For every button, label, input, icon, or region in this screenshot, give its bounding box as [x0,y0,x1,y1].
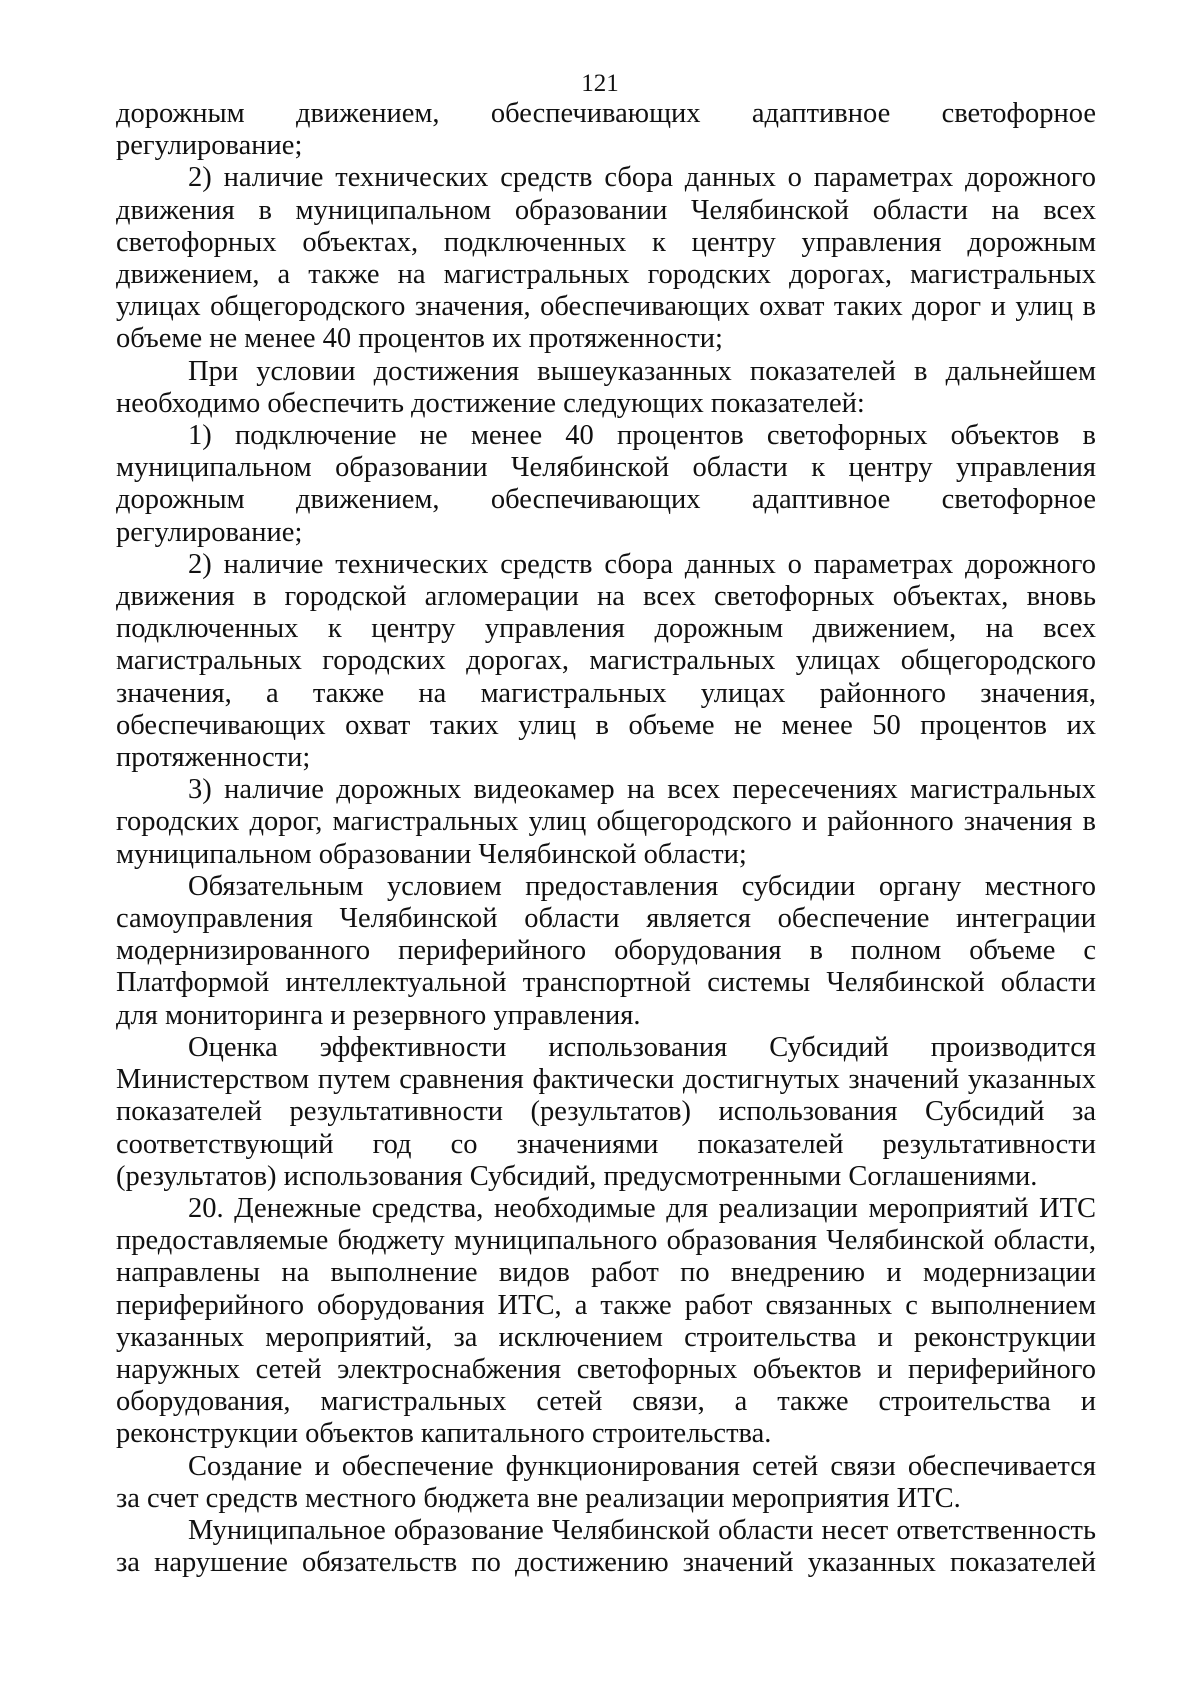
paragraph-6: 3) наличие дорожных видеокамер на всех пересечениях магистральных городских дорог, магистральных улиц общегородского и районного значения в муниципальном образовании Челябинской области; [116,774,1096,870]
paragraph-10: Создание и обеспечение функционирования сетей связи обеспечивается за счет средств местного бюджета вне реализации мероприятия ИТС. [116,1450,1096,1514]
paragraph-3: При условии достижения вышеуказанных показателей в дальнейшем необходимо обеспечить достижение следующих показателей: [116,355,1096,419]
paragraph-2: 2) наличие технических средств сбора данных о параметрах дорожного движения в муниципальном образовании Челябинской области на всех светофорных объектах, подключенных к центру управления дорожным движением, а также на магистральных городских дорогах, магистральных улицах общегородского значения, обеспечивающих охват таких дорог и улиц в объеме не менее 40 процентов их протяженности; [116,162,1096,355]
paragraph-8: Оценка эффективности использования Субсидий производится Министерством путем сравнения фактически достигнутых значений указанных показателей результативности (результатов) использования Субсидий за соответствующий год со значениями показателей результативности (результатов) использования Субсидий, предусмотренными Соглашениями. [116,1031,1096,1192]
paragraph-1: дорожным движением, обеспечивающих адаптивное светофорное регулирование; [116,98,1096,162]
paragraph-11: Муниципальное образование Челябинской области несет ответственность за нарушение обязательств по достижению значений указанных показателей [116,1514,1096,1579]
paragraph-5: 2) наличие технических средств сбора данных о параметрах дорожного движения в городской агломерации на всех светофорных объектах, вновь подключенных к центру управления дорожным движением, на всех магистральных городских дорогах, магистральных улицах общегородского значения, а также на магистральных улицах районного значения, обеспечивающих охват таких улиц в объеме не менее 50 процентов их протяженности; [116,548,1096,774]
document-body [116,98,1096,1579]
paragraph-9: 20. Денежные средства, необходимые для реализации мероприятий ИТС предоставляемые бюджету муниципального образования Челябинской области, направлены на выполнение видов работ по внедрению и модернизации периферийного оборудования ИТС, а также работ связанных с выполнением указанных мероприятий, за исключением строительства и реконструкции наружных сетей электроснабжения светофорных объектов и периферийного оборудования, магистральных сетей связи, а также строительства и реконструкции объектов капитального строительства. [116,1192,1096,1450]
paragraph-7: Обязательным условием предоставления субсидии органу местного самоуправления Челябинской области является обеспечение интеграции модернизированного периферийного оборудования в полном объеме с Платформой интеллектуальной транспортной системы Челябинской области для мониторинга и резервного управления. [116,870,1096,1031]
paragraph-4: 1) подключение не менее 40 процентов светофорных объектов в муниципальном образовании Челябинской области к центру управления дорожным движением, обеспечивающих адаптивное светофорное регулирование; [116,420,1096,548]
page-number: 121 [581,70,619,97]
